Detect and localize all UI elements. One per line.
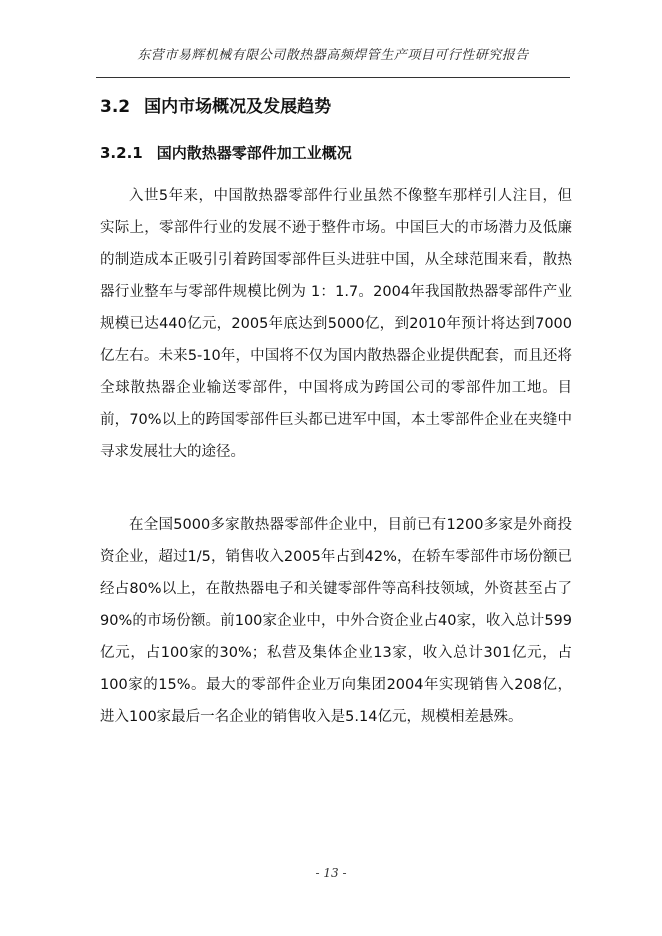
subsection-number: 3.2.1	[100, 144, 143, 162]
section-title: 国内市场概况及发展趋势	[144, 97, 332, 117]
running-header: 东营市易辉机械有限公司散热器高频焊管生产项目可行性研究报告	[137, 48, 529, 63]
page-number: - 13 -	[315, 866, 347, 880]
subsection-heading	[100, 142, 352, 163]
body-paragraph-1: 入世5年来，中国散热器零部件行业虽然不像整车那样引人注目，但实际上，零部件行业的发展不逊于整件市场。中国巨大的市场潜力及低廉的制造成本正吸引引着跨国零部件巨头进驻中国，从全球范围来看，散热器行业整车与零部件规模比例为 1：1.7。2004年我国散热器零部件产业规模已达440亿元，2005年底达到5000亿，到2010年预计将达到7000亿左右。未来5-10年，中国将不仅为国内散热器企业提供配套，而且还将全球散热器企业输送零部件，中国将成为跨国公司的零部件加工地。目前，70%以上的跨国零部件巨头都已进军中国，本土零部件企业在夹缝中寻求发展壮大的途径。	[100, 188, 572, 460]
section-heading	[100, 92, 331, 117]
subsection-title: 国内散热器零部件加工业概况	[156, 144, 352, 162]
section-number: 3.2	[100, 97, 131, 117]
header-divider	[96, 77, 570, 78]
body-paragraph-2: 在全国5000多家散热器零部件企业中，目前已有1200多家是外商投资企业，超过1/5，销售收入2005年占到42%，在轿车零部件市场份额已经占80%以上，在散热器电子和关键零部件等高科技领域，外资甚至占了90%的市场份额。前100家企业中，中外合资企业占40家，收入总计599亿元，占100家的30%；私营及集体企业13家，收入总计301亿元，占100家的15%。最大的零部件企业万向集团2004年实现销售入208亿，进入100家最后一名企业的销售收入是5.14亿元，规模相差悬殊。	[100, 517, 572, 725]
